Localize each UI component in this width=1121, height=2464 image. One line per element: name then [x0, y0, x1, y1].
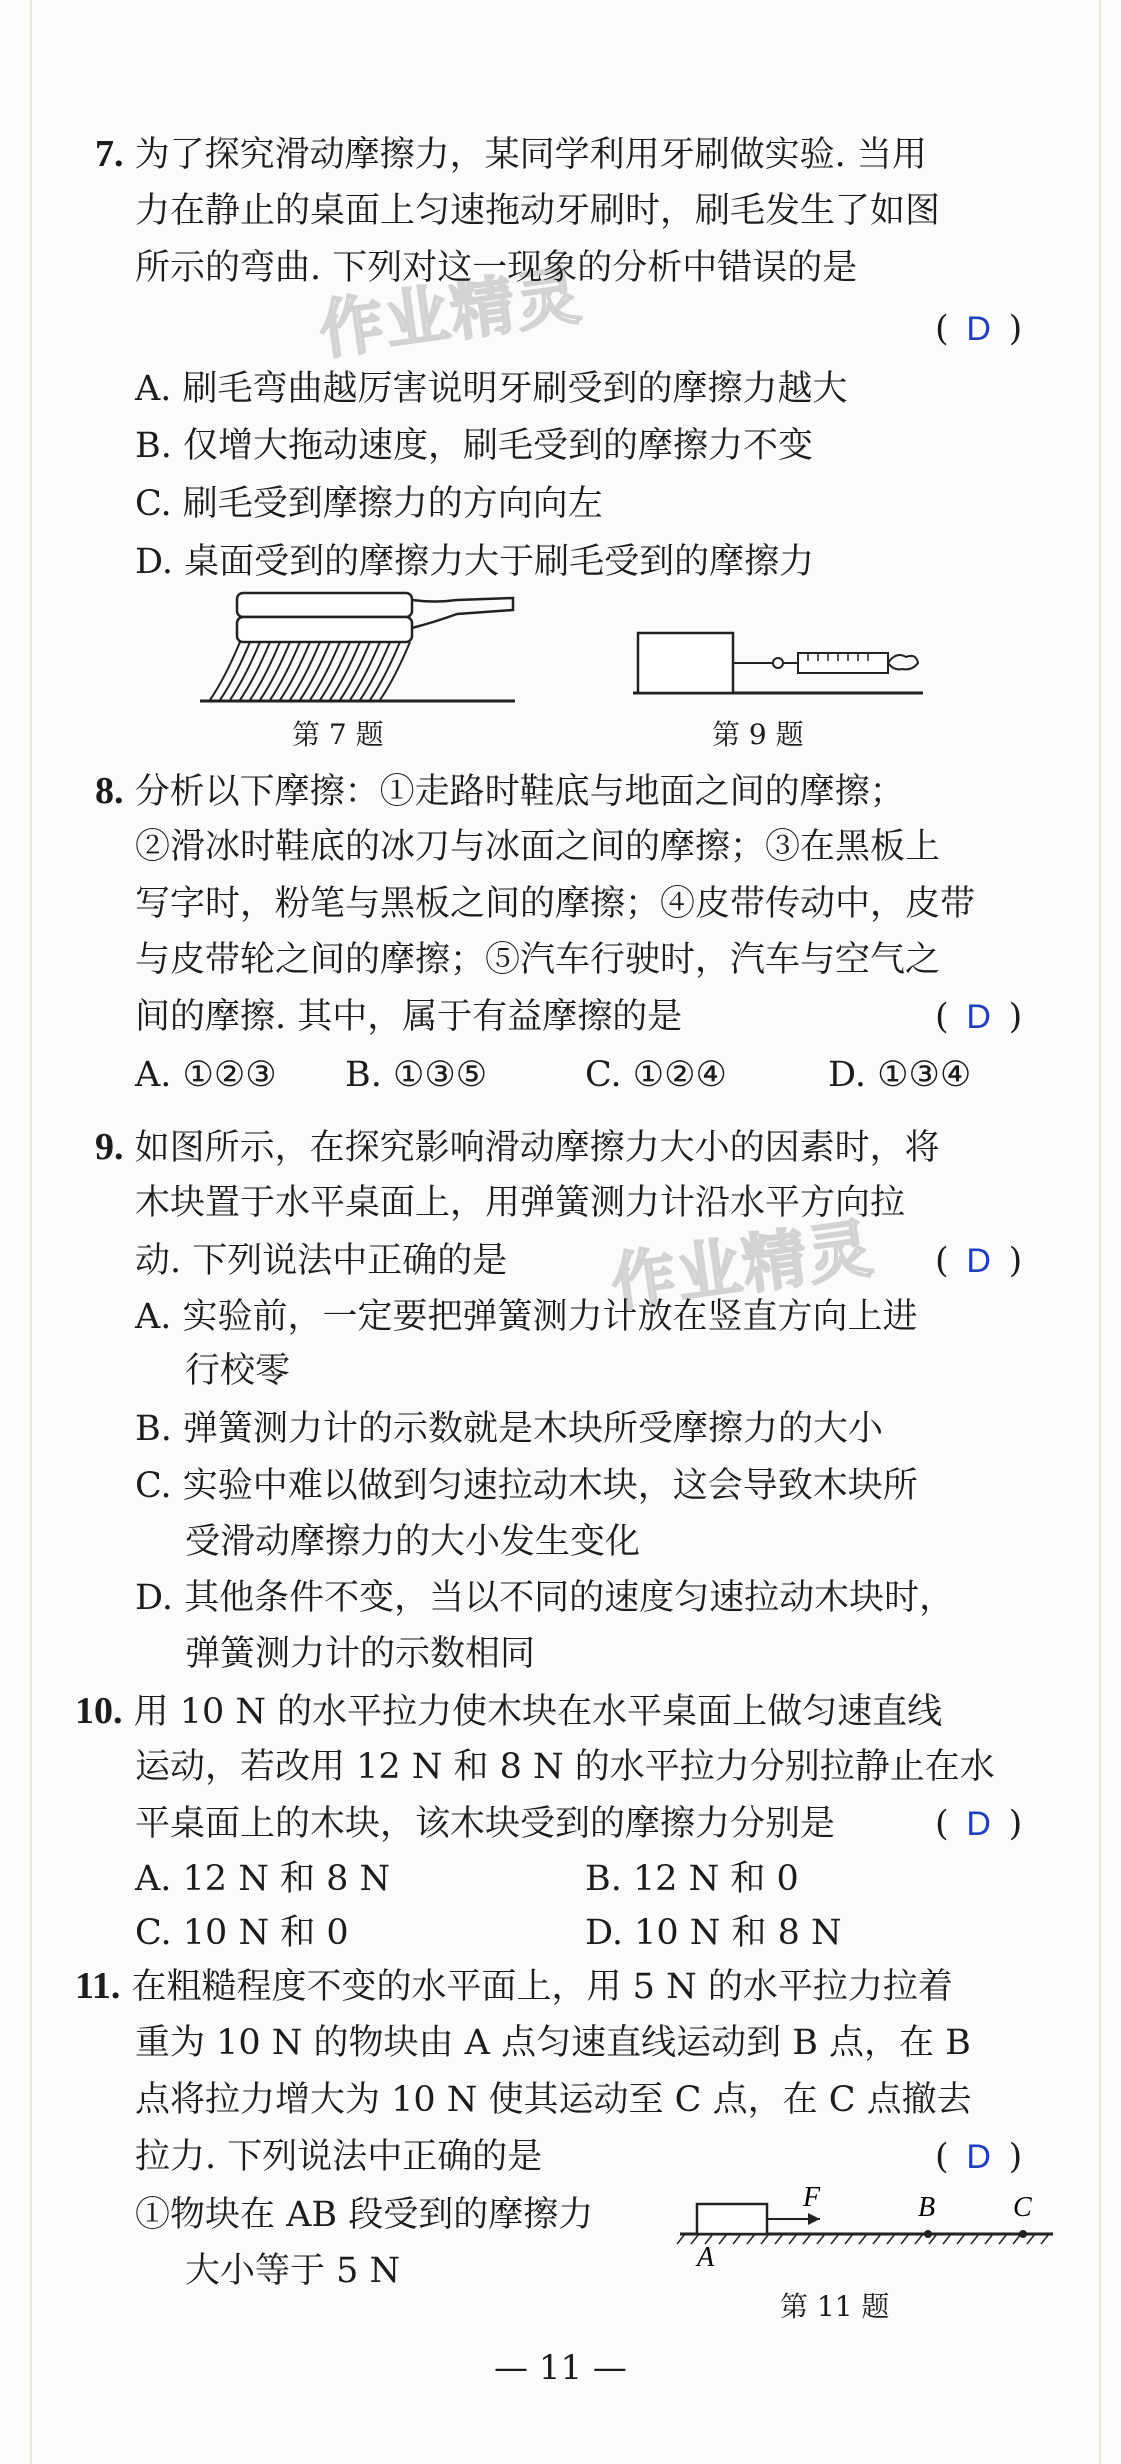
question-text: 重为 10 N 的物块由 A 点匀速直线运动到 B 点，在 B [135, 2023, 971, 2063]
answer-letter: D [966, 1242, 991, 1280]
answer-blank: ( D ) [935, 309, 1023, 349]
question-text: 与皮带轮之间的摩擦；⑤汽车行驶时，汽车与空气之 [135, 940, 941, 980]
option-a: A. 实验前，一定要把弹簧测力计放在竖直方向上进 [135, 1297, 918, 1337]
question-text: 运动，若改用 12 N 和 8 N 的水平拉力分别拉静止在水 [135, 1747, 995, 1787]
option-d: D. 10 N 和 8 N [585, 1913, 842, 1953]
question-line [75, 1690, 942, 1733]
question-text: 在粗糙程度不变的水平面上，用 5 N 的水平拉力拉着 [131, 1967, 953, 2007]
option-d-continued: 弹簧测力计的示数相同 [185, 1634, 536, 1674]
toothbrush-figure [195, 588, 525, 713]
figure-11 [675, 2180, 1060, 2270]
option-a: A. ①②③ [135, 1055, 277, 1095]
answer-letter: D [966, 2138, 991, 2176]
option-b: B. ①③⑤ [345, 1055, 488, 1095]
point-c-label: C [1013, 2192, 1032, 2223]
statement-1-continued: 大小等于 5 N [185, 2251, 401, 2291]
page-edge-left [30, 0, 32, 2464]
question-text: 木块置于水平桌面上，用弹簧测力计沿水平方向拉 [135, 1183, 906, 1223]
statement-1: ①物块在 AB 段受到的摩擦力 [135, 2195, 594, 2235]
answer-letter: D [966, 310, 991, 348]
question-text: 拉力. 下列说法中正确的是 [135, 2137, 543, 2177]
option-b: B. 12 N 和 0 [585, 1859, 799, 1899]
option-c: C. 实验中难以做到匀速拉动木块，这会导致木块所 [135, 1466, 918, 1506]
figure-7-caption: 第 7 题 [292, 718, 384, 751]
option-d: D. 桌面受到的摩擦力大于刷毛受到的摩擦力 [135, 542, 815, 582]
spring-scale-figure [628, 618, 928, 708]
option-c: C. ①②④ [585, 1055, 727, 1095]
question-text: 用 10 N 的水平拉力使木块在水平桌面上做匀速直线 [133, 1692, 943, 1732]
question-text: 写字时，粉笔与黑板之间的摩擦；④皮带传动中，皮带 [135, 884, 976, 924]
answer-letter: D [966, 1805, 991, 1843]
question-text: ②滑冰时鞋底的冰刀与冰面之间的摩擦；③在黑板上 [135, 827, 941, 867]
question-text: 动. 下列说法中正确的是 [135, 1241, 508, 1281]
answer-blank: ( D ) [935, 1804, 1023, 1844]
watermark: 作业精灵 [314, 258, 587, 369]
answer-blank: ( D ) [935, 2137, 1023, 2177]
option-d: D. ①③④ [828, 1055, 972, 1095]
question-number: 7. [95, 133, 124, 175]
question-number: 9. [95, 1126, 124, 1168]
point-a-label: A [697, 2242, 715, 2270]
answer-letter: D [966, 998, 991, 1036]
answer-blank: ( D ) [935, 1241, 1023, 1281]
question-text: 间的摩擦. 其中，属于有益摩擦的是 [135, 997, 683, 1037]
option-c: C. 10 N 和 0 [135, 1913, 349, 1953]
page-number: — 11 — [494, 2348, 627, 2388]
question-text: 分析以下摩擦：①走路时鞋底与地面之间的摩擦； [134, 772, 905, 812]
question-text: 平桌面上的木块，该木块受到的摩擦力分别是 [135, 1804, 836, 1844]
question-number: 11. [75, 1965, 121, 2007]
question-number: 8. [95, 770, 124, 812]
answer-blank: ( D ) [935, 997, 1023, 1037]
question-text: 为了探究滑动摩擦力，某同学利用牙刷做实验. 当用 [134, 135, 927, 175]
option-b: B. 弹簧测力计的示数就是木块所受摩擦力的大小 [135, 1409, 883, 1449]
question-line [75, 1965, 953, 2008]
option-c: C. 刷毛受到摩擦力的方向向左 [135, 484, 603, 524]
question-text: 所示的弯曲. 下列对这一现象的分析中错误的是 [135, 248, 858, 288]
option-a: A. 刷毛弯曲越厉害说明牙刷受到的摩擦力越大 [135, 369, 848, 409]
question-line [95, 1126, 940, 1169]
force-label: F [803, 2182, 821, 2213]
option-b: B. 仅增大拖动速度，刷毛受到的摩擦力不变 [135, 426, 813, 466]
question-number: 10. [75, 1690, 123, 1732]
watermark: 作业精灵 [606, 1211, 879, 1322]
option-d: D. 其他条件不变，当以不同的速度匀速拉动木块时， [135, 1578, 955, 1618]
question-line [95, 770, 905, 813]
point-b-label: B [918, 2192, 936, 2223]
option-a: A. 12 N 和 8 N [135, 1859, 391, 1899]
page-edge-right [1099, 0, 1101, 2464]
option-a-continued: 行校零 [185, 1351, 291, 1391]
question-text: 如图所示，在探究影响滑动摩擦力大小的因素时，将 [134, 1128, 940, 1168]
figure-11-caption: 第 11 题 [780, 2290, 890, 2323]
figure-9-caption: 第 9 题 [712, 718, 804, 751]
question-line [95, 133, 927, 176]
question-text: 点将拉力增大为 10 N 使其运动至 C 点，在 C 点撤去 [135, 2080, 972, 2120]
option-c-continued: 受滑动摩擦力的大小发生变化 [185, 1522, 641, 1562]
question-text: 力在静止的桌面上匀速拖动牙刷时，刷毛发生了如图 [135, 191, 941, 231]
